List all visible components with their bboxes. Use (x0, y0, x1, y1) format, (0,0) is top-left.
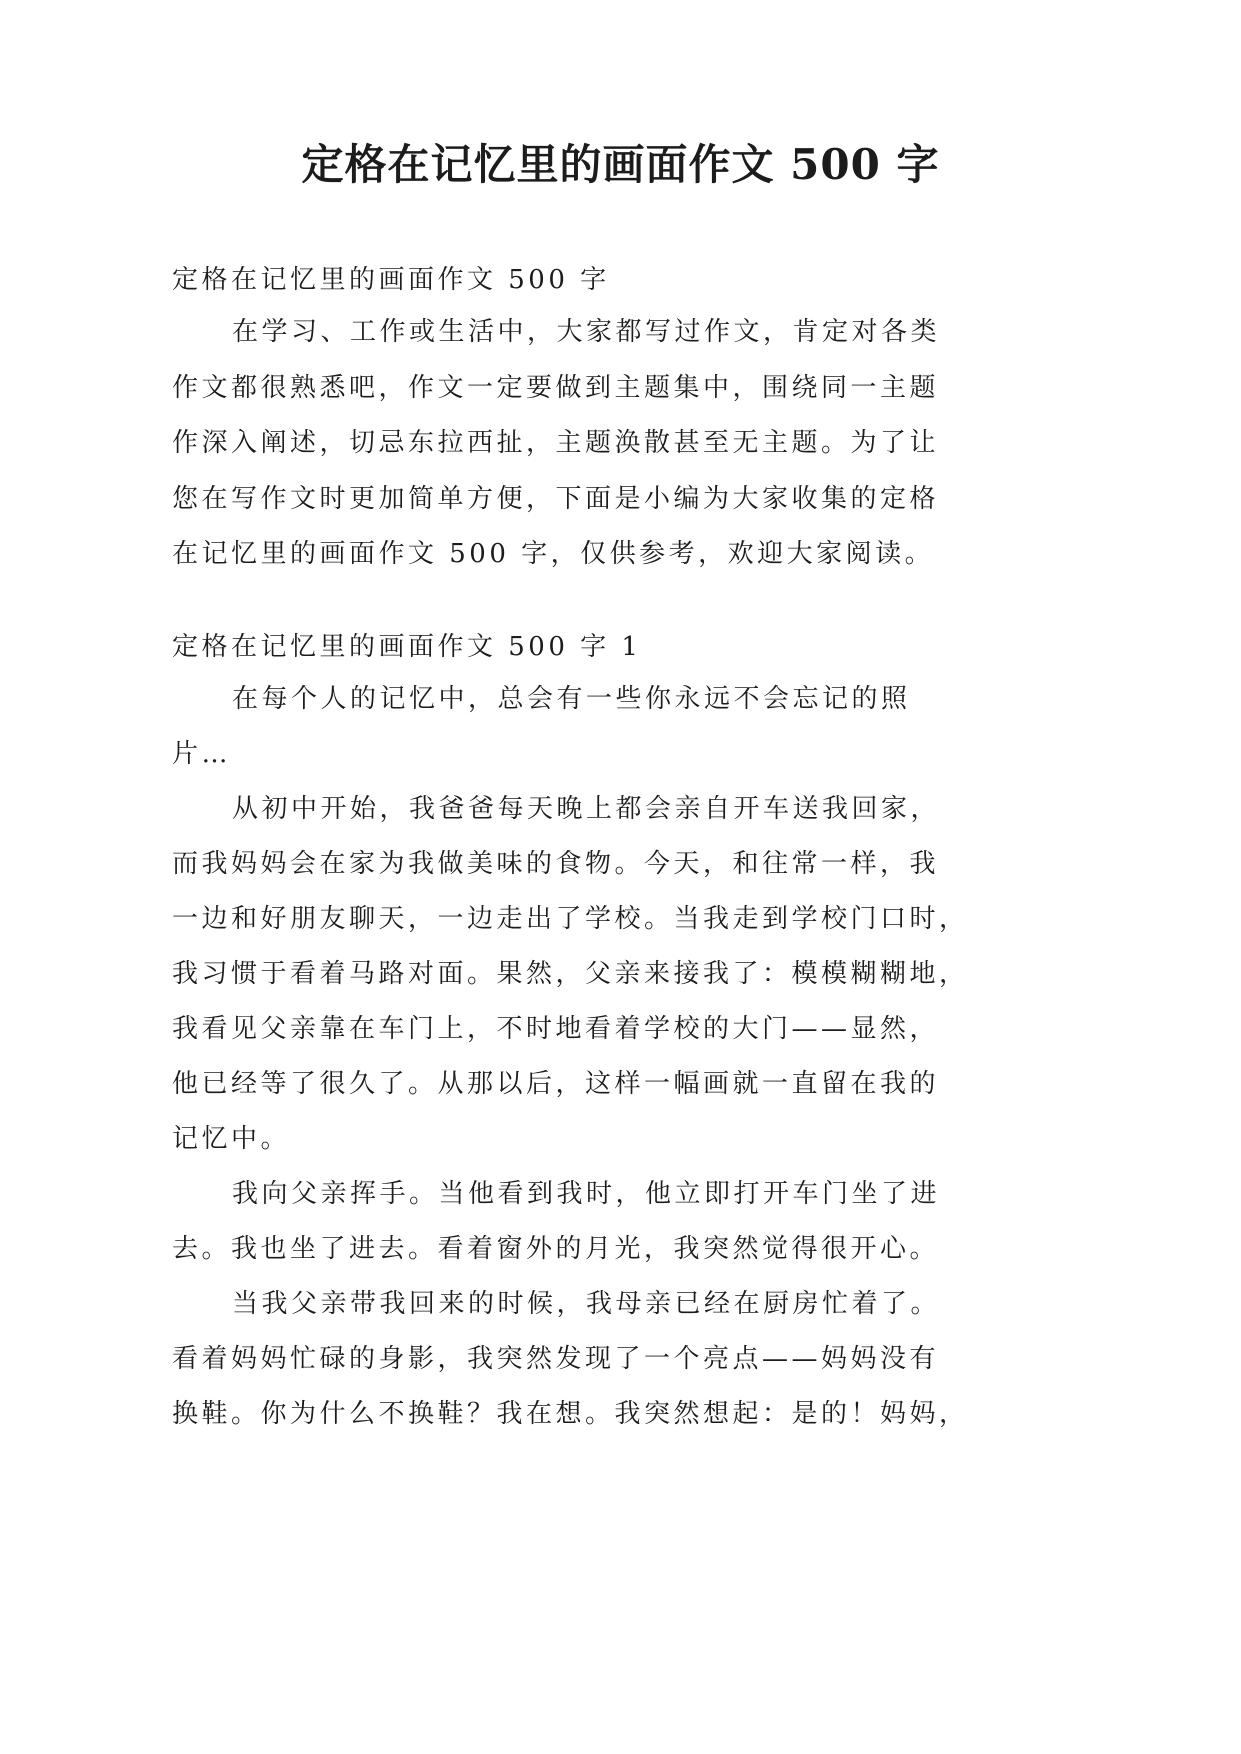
paragraph-line: 一边和好朋友聊天，一边走出了学校。当我走到学校门口时， (172, 904, 969, 934)
paragraph-line: 我向父亲挥手。当他看到我时，他立即打开车门坐了进 (232, 1179, 941, 1209)
paragraph-line: 当我父亲带我回来的时候，我母亲已经在厨房忙着了。 (232, 1289, 941, 1319)
essay-subtitle: 定格在记忆里的画面作文 500 字 (172, 265, 610, 295)
paragraph-line: 而我妈妈会在家为我做美味的食物。今天，和往常一样，我 (172, 849, 940, 879)
paragraph-line: 看着妈妈忙碌的身影，我突然发现了一个亮点——妈妈没有 (172, 1344, 940, 1374)
body-paragraph (172, 782, 1132, 1167)
paragraph-line: 您在写作文时更加简单方便，下面是小编为大家收集的定格 (172, 483, 940, 514)
paragraph-line: 我习惯于看着马路对面。果然，父亲来接我了：模模糊糊地， (172, 959, 969, 989)
intro-paragraph (172, 305, 1132, 583)
paragraph-line: 在每个人的记忆中，总会有一些你永远不会忘记的照 (232, 684, 911, 714)
paragraph-line: 他已经等了很久了。从那以后，这样一幅画就一直留在我的 (172, 1069, 940, 1099)
section-heading: 定格在记忆里的画面作文 500 字 1 (172, 632, 642, 662)
body-paragraph (172, 1277, 1132, 1442)
paragraph-line: 从初中开始，我爸爸每天晚上都会亲自开车送我回家， (232, 794, 941, 824)
paragraph-line: 作文都很熟悉吧，作文一定要做到主题集中，围绕同一主题 (172, 372, 940, 403)
essay-section (172, 622, 1132, 1442)
paragraph-line: 我看见父亲靠在车门上，不时地看着学校的大门——显然， (172, 1014, 940, 1044)
paragraph-line: 记忆中。 (172, 1124, 291, 1154)
paragraph-line: 去。我也坐了进去。看着窗外的月光，我突然觉得很开心。 (172, 1234, 940, 1264)
paragraph-line: 作深入阐述，切忌东拉西扯，主题涣散甚至无主题。为了让 (172, 428, 940, 458)
paragraph-line: 片… (172, 739, 232, 769)
body-paragraph (172, 672, 1132, 782)
paragraph-line: 在记忆里的画面作文 500 字，仅供参考，欢迎大家阅读。 (172, 539, 935, 569)
page-title: 定格在记忆里的画面作文 500 字 (301, 140, 940, 189)
paragraph-line: 在学习、工作或生活中，大家都写过作文，肯定对各类 (232, 317, 941, 347)
intro-section (172, 255, 1132, 583)
body-paragraph (172, 1167, 1132, 1277)
paragraph-line: 换鞋。你为什么不换鞋？我在想。我突然想起：是的！妈妈， (172, 1399, 969, 1429)
